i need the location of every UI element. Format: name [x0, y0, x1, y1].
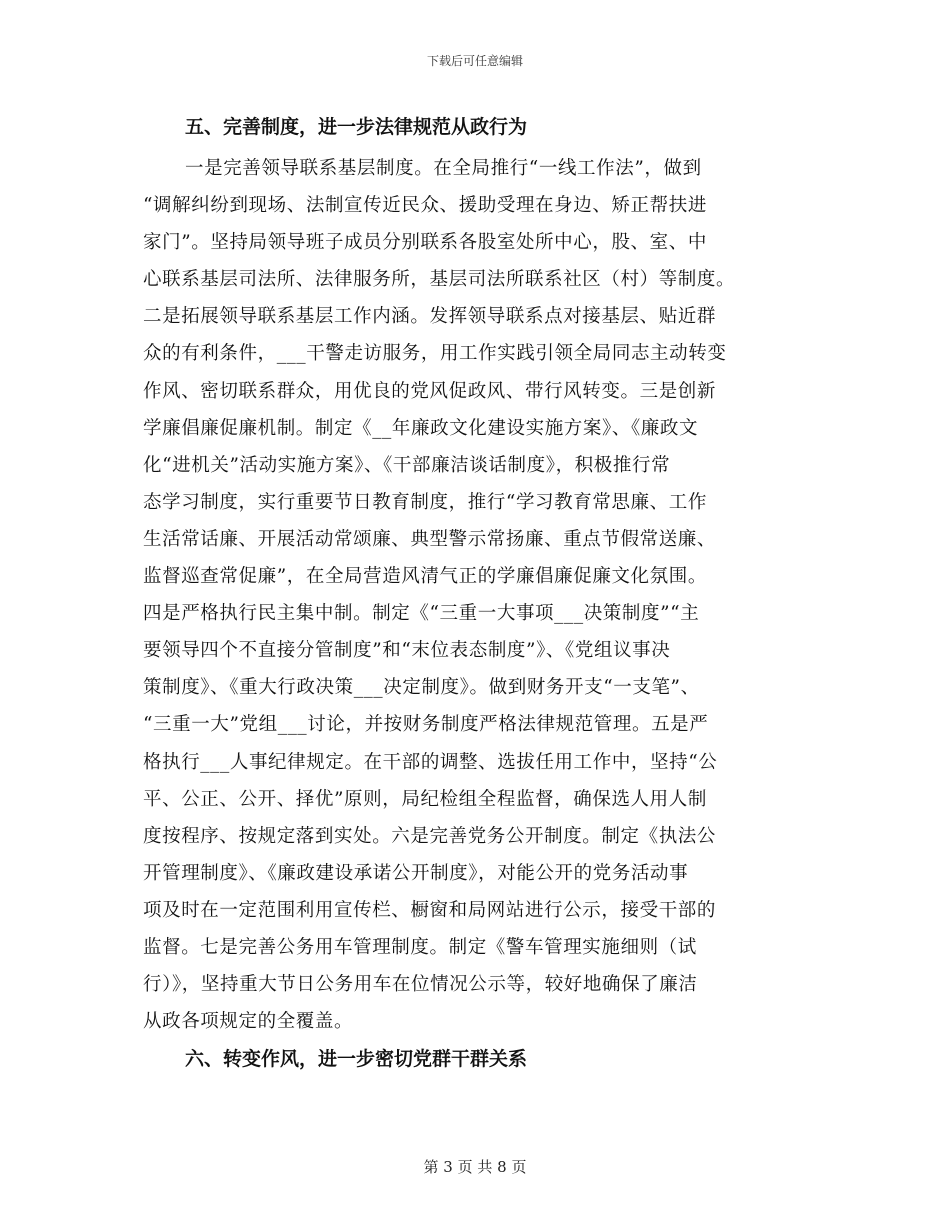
- paragraph-line: 态学习制度，实行重要节日教育制度，推行“学习教育常思廉、工作: [143, 491, 707, 513]
- paragraph-line: 行）》，坚持重大节日公务用车在位情况公示等，较好地确保了廉洁: [143, 974, 698, 996]
- paragraph-line: “三重一大”党组___讨论，并按财务制度严格法律规范管理。五是严: [143, 714, 709, 736]
- paragraph-line: “调解纠纷到现场、法制宣传近民众、援助受理在身边、矫正帮扶进: [143, 195, 707, 217]
- paragraph-line: 一是完善领导联系基层制度。在全局推行“一线工作法”，做到: [185, 158, 702, 179]
- paragraph-line: 生活常话廉、开展活动常颂廉、典型警示常扬廉、重点节假常送廉、: [143, 528, 717, 550]
- paragraph-line: 项及时在一定范围利用宣传栏、橱窗和局网站进行公示，接受干部的: [143, 899, 717, 921]
- paragraph-line: 开管理制度》、《廉政建设承诺公开制度》，对能公开的党务活动事: [143, 862, 689, 884]
- paragraph-line: 心联系基层司法所、法律服务所，基层司法所联系社区（村）等制度。: [143, 269, 736, 291]
- page-header-note: 下载后可任意编辑: [426, 54, 523, 68]
- section-heading-5: 五、完善制度，进一步法律规范从政行为: [185, 116, 528, 138]
- paragraph-line: 学廉倡廉促廉机制。制定《__年廉政文化建设实施方案》、《廉政文: [143, 417, 699, 439]
- paragraph-line: 格执行___人事纪律规定。在干部的调整、选拔任用工作中，坚持“公: [143, 751, 718, 773]
- section-heading-6: 六、转变作风，进一步密切党群干群关系: [185, 1048, 528, 1071]
- paragraph-line: 从政各项规定的全覆盖。: [143, 1011, 354, 1033]
- paragraph-line: 众的有利条件，___干警走访服务，用工作实践引领全局同志主动转变: [143, 343, 727, 365]
- paragraph-line: 化“进机关”活动实施方案》、《干部廉洁谈话制度》，积极推行常: [143, 454, 671, 476]
- paragraph-line: 二是拓展领导联系基层工作内涵。发挥领导联系点对接基层、贴近群: [143, 306, 717, 328]
- paragraph-line: 平、公正、公开、择优”原则，局纪检组全程监督，确保选人用人制: [143, 788, 707, 810]
- paragraph-line: 度按程序、按规定落到实处。六是完善党务公开制度。制定《执法公: [143, 825, 717, 847]
- paragraph-line: 监督。七是完善公务用车管理制度。制定《警车管理实施细则（试: [143, 936, 697, 958]
- paragraph-line: 家门”。坚持局领导班子成员分别联系各股室处所中心，股、室、中: [143, 232, 707, 254]
- paragraph-line: 要领导四个不直接分管制度”和“末位表态制度”》、《党组议事决: [143, 640, 671, 662]
- paragraph-line: 监督巡查常促廉”，在全局营造风清气正的学廉倡廉促廉文化氛围。: [143, 566, 707, 588]
- section-5-paragraph: [143, 150, 803, 1040]
- paragraph-line: 作风、密切联系群众，用优良的党风促政风、带行风转变。三是创新: [143, 380, 717, 402]
- page-number: 第 3 页 共 8 页: [423, 1158, 527, 1176]
- paragraph-line: 策制度》、《重大行政决策___决定制度》。做到财务开支“一支笔”、: [143, 677, 700, 699]
- document-body: [143, 108, 803, 1078]
- paragraph-line: 四是严格执行民主集中制。制定《“三重一大事项___决策制度”“主: [143, 603, 700, 625]
